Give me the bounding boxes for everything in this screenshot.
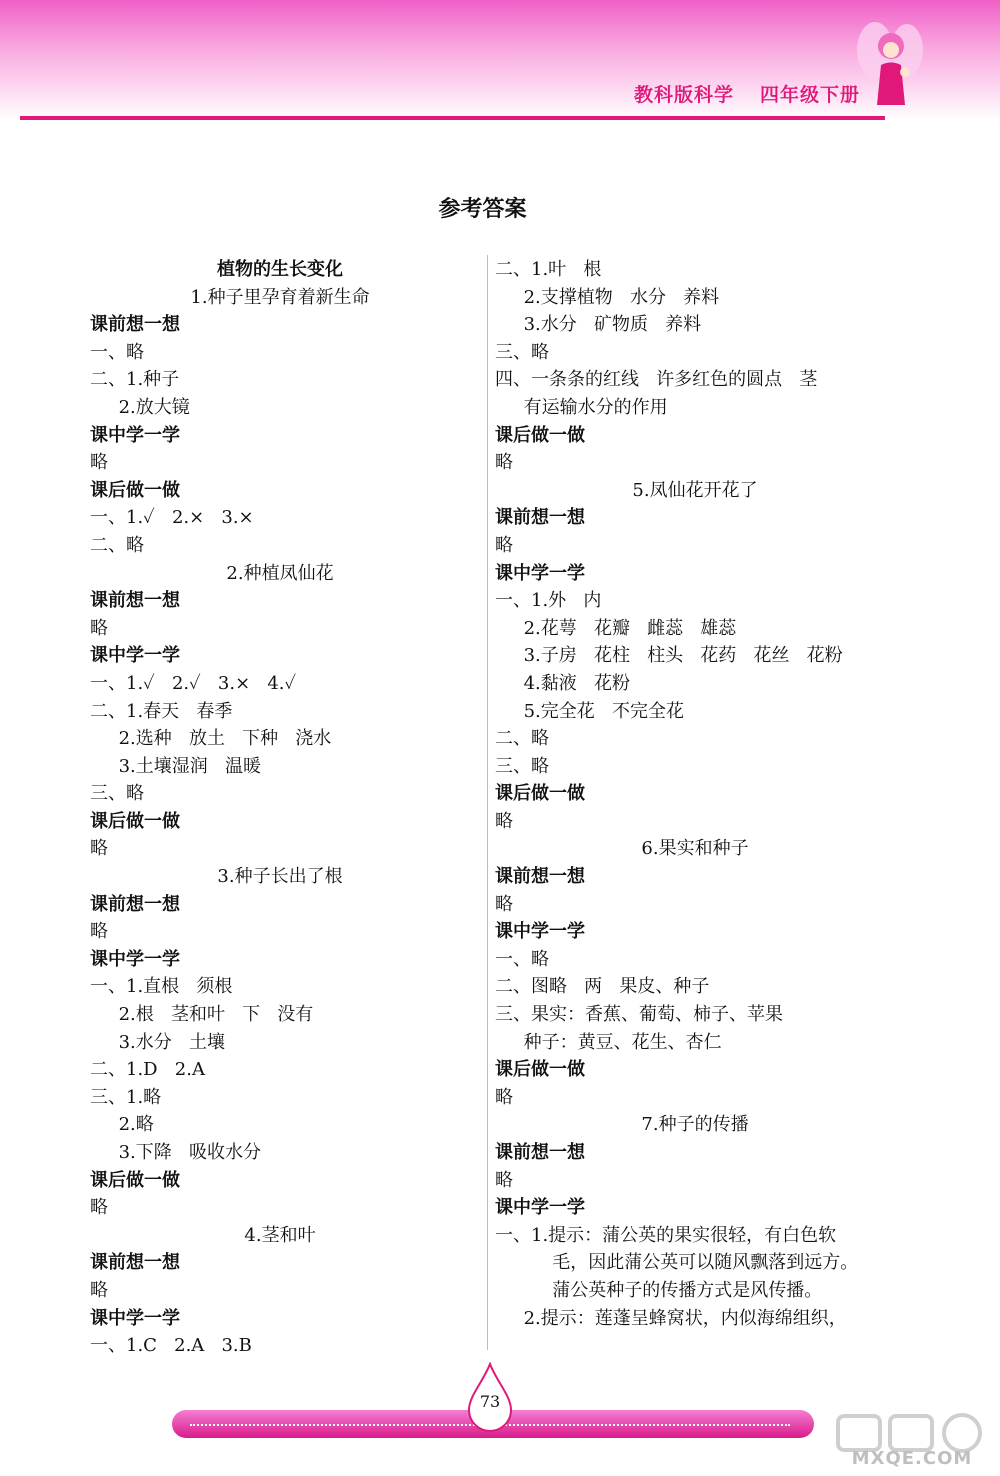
answer-line: 略 <box>90 838 108 860</box>
answer-line: 一、1.C 2.A 3.B <box>90 1335 252 1357</box>
section-heading: 5.凤仙花开花了 <box>632 479 758 501</box>
answer-line: 略 <box>90 1197 108 1219</box>
answer-line: 略 <box>90 452 108 474</box>
answer-line: 二、1.春天 春季 <box>90 700 233 722</box>
subsection-heading: 课中学一学 <box>90 645 180 667</box>
subsection-heading: 课后做一做 <box>90 1169 180 1191</box>
answer-line: 一、1.✓ 2.× 3.× <box>90 507 254 529</box>
answer-line: 略 <box>90 617 108 639</box>
answer-line: 2.花萼 花瓣 雌蕊 雄蕊 <box>495 617 737 639</box>
answer-line: 毛，因此蒲公英可以随风飘落到远方。 <box>495 1252 859 1274</box>
answer-line: 2.放大镜 <box>90 396 190 418</box>
subsection-heading: 课前想一想 <box>90 1252 180 1274</box>
answer-line: 2.支撑植物 水分 养料 <box>495 286 720 308</box>
answer-line: 一、1.提示：蒲公英的果实很轻，有白色软 <box>495 1224 837 1246</box>
subsection-heading: 课中学一学 <box>495 1197 585 1219</box>
subsection-heading: 课后做一做 <box>90 479 180 501</box>
answer-line: 三、略 <box>495 755 549 777</box>
answer-line: 四、一条条的红线 许多红色的圆点 茎 <box>495 369 818 391</box>
answer-line: 3.下降 吸收水分 <box>90 1142 261 1163</box>
subsection-heading: 课前想一想 <box>90 590 180 612</box>
answer-line: 二、略 <box>495 728 549 750</box>
subsection-heading: 课前想一想 <box>90 893 180 915</box>
section-heading: 4.茎和叶 <box>244 1224 316 1246</box>
answer-line: 2.根 茎和叶 下 没有 <box>90 1004 314 1026</box>
fairy-illustration <box>855 10 925 120</box>
book-name: 教科版科学 <box>633 84 734 106</box>
answer-line: 略 <box>495 1086 513 1108</box>
answer-line: 三、1.略 <box>90 1086 162 1108</box>
subsection-heading: 课中学一学 <box>90 948 180 970</box>
header-title <box>608 80 860 107</box>
answer-line: 种子：黄豆、花生、杏仁 <box>495 1031 722 1053</box>
answer-line: 3.水分 矿物质 养料 <box>495 314 702 336</box>
watermark-text: MXQE.COM <box>851 1448 973 1469</box>
answer-line: 一、略 <box>495 948 549 970</box>
answer-line: 3.土壤湿润 温暖 <box>90 755 261 777</box>
subsection-heading: 课后做一做 <box>90 810 180 832</box>
subsection-heading: 课后做一做 <box>495 1059 585 1081</box>
answer-line: 略 <box>495 534 513 556</box>
answers-right-column <box>495 256 895 1332</box>
subsection-heading: 课前想一想 <box>495 1142 585 1163</box>
answer-line: 略 <box>90 1279 108 1301</box>
answer-line: 略 <box>495 810 513 832</box>
answer-line: 蒲公英种子的传播方式是风传播。 <box>495 1279 823 1301</box>
answer-line: 一、略 <box>90 341 144 363</box>
answer-line: 3.子房 花柱 柱头 花药 花丝 花粉 <box>495 645 843 667</box>
answer-line: 2.提示：莲蓬呈蜂窝状，内似海绵组织， <box>495 1307 847 1329</box>
answer-line: 3.水分 土壤 <box>90 1031 225 1053</box>
page-number: 73 <box>479 1392 501 1411</box>
page-title: 参考答案 <box>438 197 527 222</box>
answer-line: 二、图略 两 果皮、种子 <box>495 976 710 998</box>
answer-line: 2.略 <box>90 1114 154 1136</box>
answer-line: 略 <box>495 893 513 915</box>
section-heading: 7.种子的传播 <box>641 1114 749 1136</box>
subsection-heading: 课中学一学 <box>495 921 585 943</box>
answer-line: 有运输水分的作用 <box>495 396 668 418</box>
subsection-heading: 课后做一做 <box>495 424 585 446</box>
answer-line: 二、1.叶 根 <box>495 259 602 280</box>
answer-line: 一、1.直根 须根 <box>90 976 233 998</box>
subsection-heading: 课后做一做 <box>495 783 585 805</box>
grade-name: 四年级下册 <box>759 84 860 106</box>
answer-line: 2.选种 放土 下种 浇水 <box>90 728 332 750</box>
section-heading: 植物的生长变化 <box>217 259 343 280</box>
answer-line: 二、略 <box>90 534 144 556</box>
answer-line: 二、1.种子 <box>90 369 180 391</box>
answer-line: 略 <box>495 452 513 474</box>
section-heading: 2.种植凤仙花 <box>226 562 334 584</box>
subsection-heading: 课前想一想 <box>90 314 180 336</box>
section-heading: 3.种子长出了根 <box>217 866 343 888</box>
section-heading: 1.种子里孕育着新生命 <box>190 286 370 308</box>
subsection-heading: 课中学一学 <box>90 1307 180 1329</box>
answer-line: 一、1.外 内 <box>495 590 602 612</box>
subsection-heading: 课中学一学 <box>495 562 585 584</box>
header-rule <box>20 116 885 120</box>
column-divider <box>487 255 488 1350</box>
answers-left-column <box>90 256 470 1360</box>
answer-line: 略 <box>90 921 108 943</box>
answer-line: 4.黏液 花粉 <box>495 672 630 694</box>
subsection-heading: 课中学一学 <box>90 424 180 446</box>
answer-line: 一、1.✓ 2.✓ 3.× 4.✓ <box>90 672 297 694</box>
subsection-heading: 课前想一想 <box>495 866 585 888</box>
answer-line: 略 <box>495 1169 513 1191</box>
section-heading: 6.果实和种子 <box>641 838 749 860</box>
answer-line: 5.完全花 不完全花 <box>495 700 684 722</box>
subsection-heading: 课前想一想 <box>495 507 585 529</box>
answer-line: 二、1.D 2.A <box>90 1059 205 1081</box>
answer-line: 三、略 <box>90 783 144 805</box>
answer-line: 三、略 <box>495 341 549 363</box>
answer-line: 三、果实：香蕉、葡萄、柿子、苹果 <box>495 1004 783 1026</box>
